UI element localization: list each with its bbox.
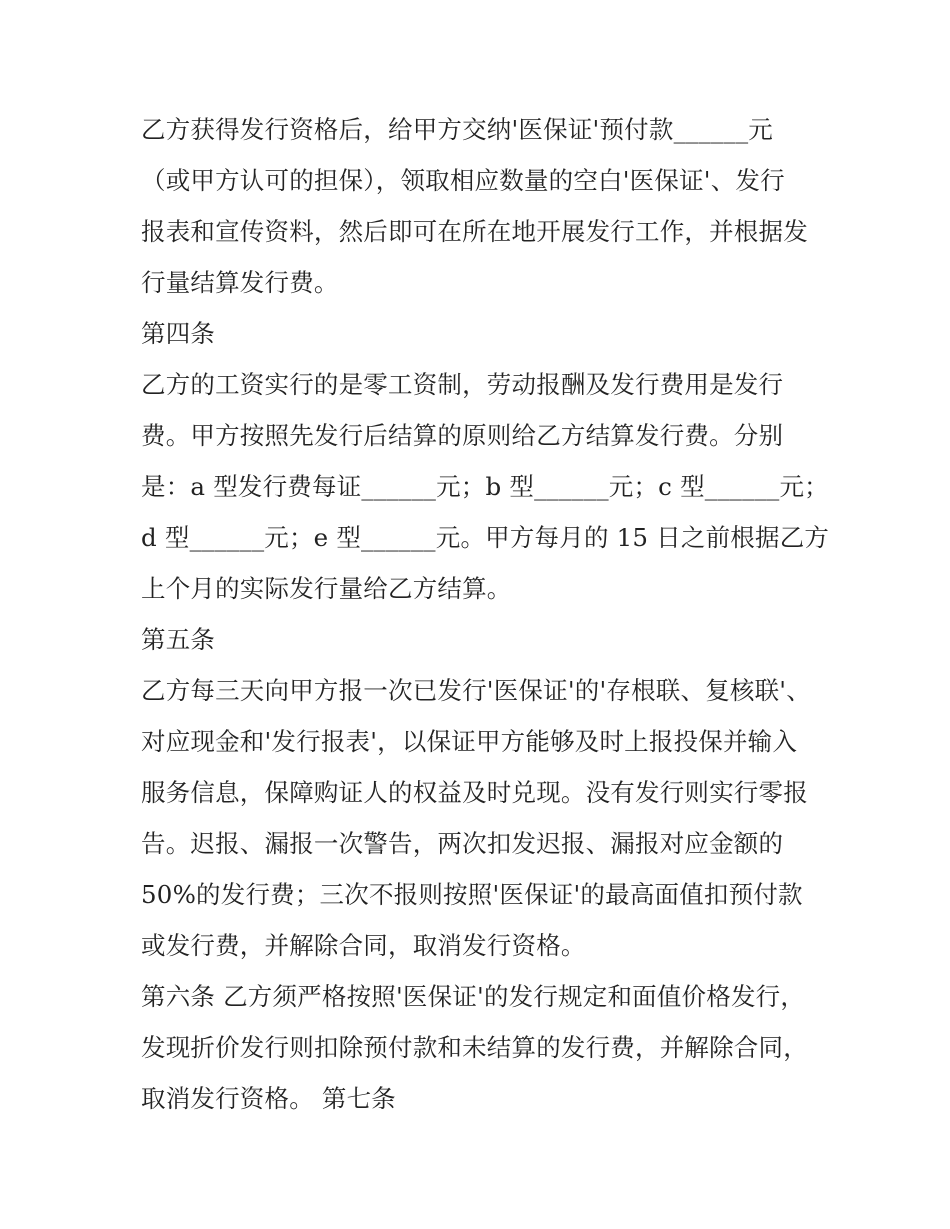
text-line: 50%的发行费；三次不报则按照'医保证'的最高面值扣预付款 — [141, 880, 803, 909]
text-line: 发现折价发行则扣除预付款和未结算的发行费，并解除合同， — [141, 1033, 808, 1062]
text-line: 行量结算发行费。 — [141, 268, 339, 297]
text-line: 服务信息，保障购证人的权益及时兑现。没有发行则实行零报 — [141, 778, 808, 807]
text-line: 是：a 型发行费每证______元；b 型______元；c 型______元； — [141, 472, 829, 501]
text-line: 对应现金和'发行报表'，以保证甲方能够及时上报投保并输入 — [141, 727, 798, 756]
text-line: （或甲方认可的担保），领取相应数量的空白'医保证'、发行 — [141, 166, 785, 195]
text-line: 乙方获得发行资格后，给甲方交纳'医保证'预付款______元 — [141, 115, 773, 144]
text-line: 或发行费，并解除合同，取消发行资格。 — [141, 931, 586, 960]
text-line: 报表和宣传资料，然后即可在所在地开展发行工作，并根据发 — [141, 217, 808, 246]
text-line: 取消发行资格。 第七条 — [141, 1084, 396, 1113]
text-line: 上个月的实际发行量给乙方结算。 — [141, 574, 512, 603]
text-line: 第六条 乙方须严格按照'医保证'的发行规定和面值价格发行， — [141, 982, 806, 1011]
text-line: 乙方的工资实行的是零工资制，劳动报酬及发行费用是发行 — [141, 370, 784, 399]
text-line: d 型______元；e 型______元。甲方每月的 15 日之前根据乙方 — [141, 523, 830, 552]
text-line: 乙方每三天向甲方报一次已发行'医保证'的'存根联、复核联'、 — [141, 676, 811, 705]
text-line: 告。迟报、漏报一次警告，两次扣发迟报、漏报对应金额的 — [141, 829, 784, 858]
section-heading: 第五条 — [141, 625, 216, 654]
section-heading: 第四条 — [141, 319, 216, 348]
text-line: 费。甲方按照先发行后结算的原则给乙方结算发行费。分别 — [141, 421, 784, 450]
